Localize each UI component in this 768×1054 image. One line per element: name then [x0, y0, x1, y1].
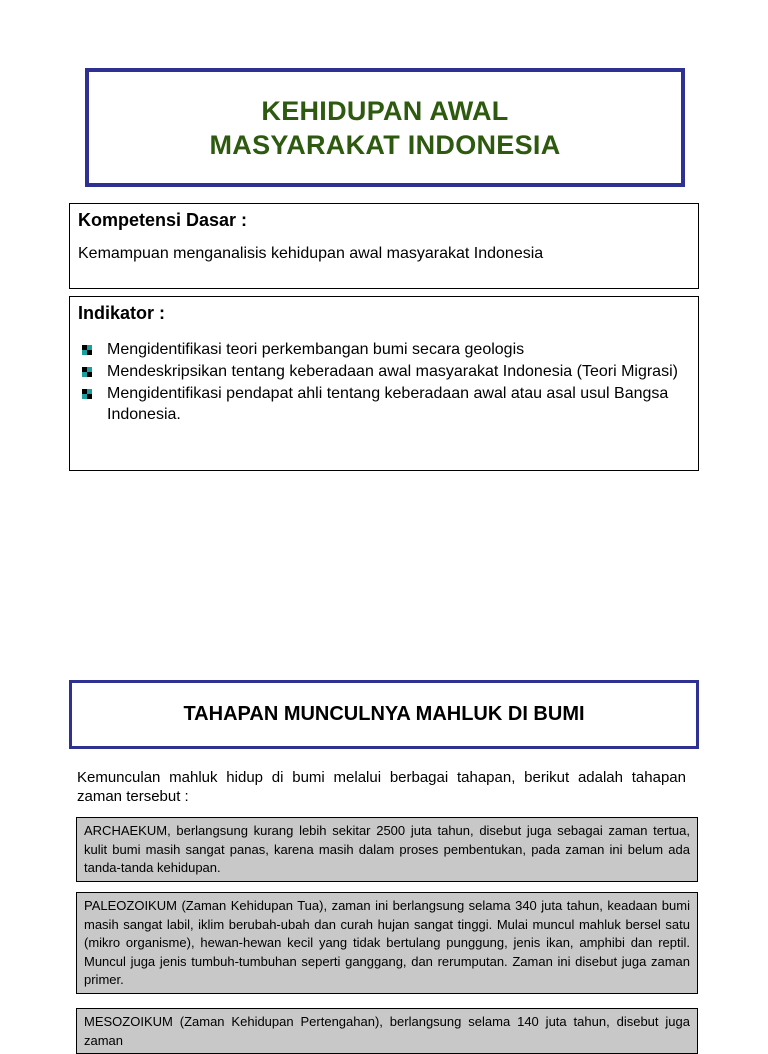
- section-intro: Kemunculan mahluk hidup di bumi melalui berbagai tahapan, berikut adalah tahapan zaman tersebut :: [77, 769, 686, 805]
- title-line-2: MASYARAKAT INDONESIA: [209, 129, 561, 160]
- kompetensi-dasar-box: [69, 203, 699, 289]
- section-title: TAHAPAN MUNCULNYA MAHLUK DI BUMI: [183, 703, 585, 725]
- era-box-archaekum: ARCHAEKUM, berlangsung kurang lebih sekitar 2500 juta tahun, disebut juga sebagai zaman tertua, kulit bumi masih sangat panas, karena masih dalam proses pembentukan, pada zaman ini belum ada tanda-tanda kehidupan.: [76, 817, 698, 882]
- era-box-mesozoikum: MESOZOIKUM (Zaman Kehidupan Pertengahan), berlangsung selama 140 juta tahun, disebut juga zaman: [76, 1008, 698, 1054]
- indikator-heading: Indikator :: [78, 303, 166, 323]
- square-bullet-icon: [82, 345, 92, 355]
- era-box-paleozoikum: PALEOZOIKUM (Zaman Kehidupan Tua), zaman ini berlangsung selama 340 juta tahun, keadaan bumi masih sangat labil, iklim berubah-ubah dan curah hujan sangat tinggi. Mulai muncul mahluk bersel satu (mikro organisme), hewan-hewan kecil yang tidak bertulang punggung, jenis ikan, amphibi dan reptil. Muncul juga jenis tumbuh-tumbuhan seperti ganggang, dan rerumputan. Zaman ini disebut juga zaman primer.: [76, 892, 698, 994]
- indikator-item-text: Mengidentifikasi pendapat ahli tentang keberadaan awal atau asal usul Bangsa Indonesia.: [107, 385, 669, 423]
- square-bullet-icon: [82, 367, 92, 377]
- kompetensi-dasar-text: Kemampuan menganalisis kehidupan awal masyarakat Indonesia: [78, 245, 544, 262]
- title-line-1: KEHIDUPAN AWAL: [261, 95, 509, 126]
- title-box: [85, 68, 685, 187]
- list-item: [78, 361, 688, 382]
- indikator-item-text: Mengidentifikasi teori perkembangan bumi secara geologis: [107, 341, 525, 358]
- kompetensi-dasar-heading: Kompetensi Dasar :: [78, 210, 248, 230]
- list-item: [78, 383, 688, 425]
- indikator-item-text: Mendeskripsikan tentang keberadaan awal masyarakat Indonesia (Teori Migrasi): [107, 363, 678, 380]
- indikator-box: [69, 296, 699, 471]
- indikator-list: [78, 339, 688, 426]
- square-bullet-icon: [82, 389, 92, 399]
- list-item: [78, 339, 688, 360]
- section-title-box: [69, 680, 699, 749]
